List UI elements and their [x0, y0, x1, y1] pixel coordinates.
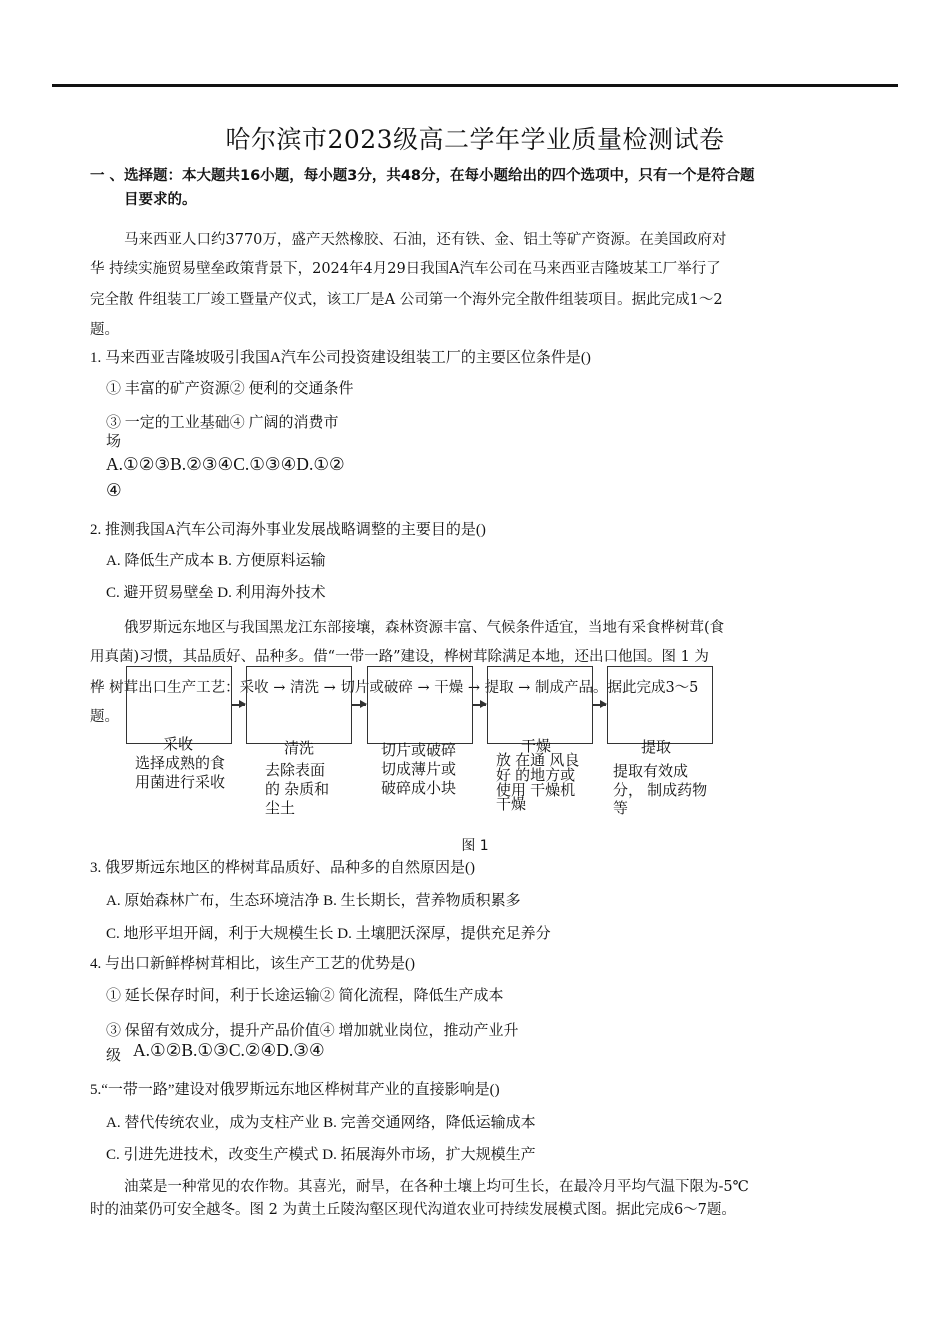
question-4-option-line: ③ 保留有效成分，提升产品价值④ 增加就业岗位，推动产业升	[106, 1023, 519, 1039]
figure-caption: 图 1	[461, 838, 489, 854]
question-1-option-line: ① 丰富的矿产资源② 便利的交通条件	[106, 381, 354, 397]
question-1-answers-tail: ④	[106, 480, 122, 500]
section-heading: 一 、选择题：本大题共16小题，每小题3分，共48分，在每小题给出的四个选项中，只有一个是符合题	[90, 168, 755, 184]
question-3-stem: 3. 俄罗斯远东地区的桦树茸品质好、品种多的自然原因是()	[90, 860, 475, 876]
flow-step-name: 采收	[163, 736, 194, 753]
question-2-option-line: C. 避开贸易壁垒 D. 利用海外技术	[106, 585, 326, 601]
passage1-line: 华 持续实施贸易壁垒政策背景下，2024年4月29日我国A汽车公司在马来西亚吉隆坡某工厂举行了	[90, 261, 721, 277]
passage1-line: 完全散 件组装工厂竣工暨量产仪式，该工厂是A 公司第一个海外完全散件组装项目。据此完成1～2	[90, 292, 723, 308]
question-1-option-line: ③ 一定的工业基础④ 广阔的消费市	[106, 415, 339, 431]
passage3-line: 油菜是一种常见的农作物。其喜光，耐旱，在各种土壤上均可生长，在最冷月平均气温下限为-5℃	[124, 1179, 749, 1195]
question-1-option-line: 场	[106, 434, 122, 450]
flow-step-desc: 尘土	[265, 800, 296, 817]
passage1-line: 题。	[90, 322, 119, 338]
flow-arrow	[352, 704, 366, 706]
flow-box-slice	[367, 666, 473, 744]
flow-step-name: 清洗	[284, 740, 315, 757]
flow-step-desc: 干燥	[496, 796, 527, 813]
flow-arrow	[232, 704, 245, 706]
question-3-option-line: C. 地形平坦开阔，利于大规模生长 D. 土壤肥沃深厚，提供充足养分	[106, 926, 551, 942]
flow-step-desc: 的 杂质和	[265, 781, 330, 798]
question-4-stem: 4. 与出口新鲜桦树茸相比，该生产工艺的优势是()	[90, 956, 415, 972]
question-4-option-line: ① 延长保存时间，利于长途运输② 简化流程，降低生产成本	[106, 988, 504, 1004]
flow-box-wash	[246, 666, 352, 744]
question-5-option-line: C. 引进先进技术，改变生产模式 D. 拓展海外市场，扩大规模生产	[106, 1147, 536, 1163]
passage2-line: 桦 树茸出口生产工艺：采收 → 清洗 → 切片或破碎 → 干燥 → 提取 → 制成产品。据此完成3～5	[90, 680, 699, 696]
page-title: 哈尔滨市2023级高二学年学业质量检测试卷	[225, 125, 725, 154]
question-5-stem: 5.“一带一路”建设对俄罗斯远东地区桦树茸产业的直接影响是()	[90, 1082, 500, 1098]
question-5-option-line: A. 替代传统农业，成为支柱产业 B. 完善交通网络，降低运输成本	[106, 1115, 536, 1131]
question-1-answers: A.①②③B.②③④C.①③④D.①②	[106, 454, 345, 474]
question-1-stem: 1. 马来西亚吉隆坡吸引我国A汽车公司投资建设组装工厂的主要区位条件是()	[90, 350, 591, 366]
flow-box-dry	[487, 666, 593, 744]
passage3-line: 时的油菜仍可安全越冬。图 2 为黄土丘陵沟壑区现代沟道农业可持续发展模式图。据此完成6～7题。	[90, 1202, 736, 1218]
flow-step-desc: 用菌进行采收	[135, 774, 226, 791]
flow-step-desc: 切成薄片或	[381, 761, 457, 778]
passage2-line: 俄罗斯远东地区与我国黑龙江东部接壤，森林资源丰富、气候条件适宜，当地有采食桦树茸(食	[124, 620, 725, 636]
question-4-answers: A.①②B.①③C.②④D.③④	[133, 1040, 325, 1060]
flow-arrow	[593, 704, 606, 706]
flow-step-desc: 好 的地方或	[496, 767, 576, 784]
flow-box-extract	[607, 666, 713, 744]
flow-step-name: 提取	[641, 739, 672, 756]
passage1-line: 马来西亚人口约3770万，盛产天然橡胶、石油，还有铁、金、铝土等矿产资源。在美国政府对	[124, 232, 727, 248]
flow-step-desc: 分， 制成药物	[613, 782, 708, 799]
passage2-line: 用真菌)习惯，其品质好、品种多。借“一带一路”建设，桦树茸除满足本地，还出口他国。图 1 为	[90, 649, 709, 665]
question-2-option-line: A. 降低生产成本 B. 方便原料运输	[106, 553, 326, 569]
passage2-line: 题。	[90, 709, 119, 725]
header-rule	[52, 84, 898, 87]
flow-step-desc: 使用 干燥机	[496, 782, 576, 799]
flow-step-desc: 等	[613, 800, 629, 817]
flow-step-desc: 放 在通 风良	[496, 752, 580, 769]
flow-step-name: 干燥	[521, 738, 552, 755]
flow-step-desc: 破碎成小块	[381, 780, 457, 797]
flow-box-harvest	[126, 666, 232, 744]
flow-step-desc: 提取有效成	[613, 763, 689, 780]
question-3-option-line: A. 原始森林广布，生态环境洁净 B. 生长期长，营养物质积累多	[106, 893, 521, 909]
flow-step-desc: 去除表面	[265, 762, 326, 779]
flow-step-name: 切片或破碎	[381, 742, 457, 759]
flow-arrow	[473, 704, 486, 706]
flow-step-desc: 选择成熟的食	[135, 755, 226, 772]
section-heading-cont: 目要求的。	[124, 192, 197, 208]
question-4-option-line: 级	[106, 1048, 122, 1064]
question-2-stem: 2. 推测我国A汽车公司海外事业发展战略调整的主要目的是()	[90, 522, 486, 538]
